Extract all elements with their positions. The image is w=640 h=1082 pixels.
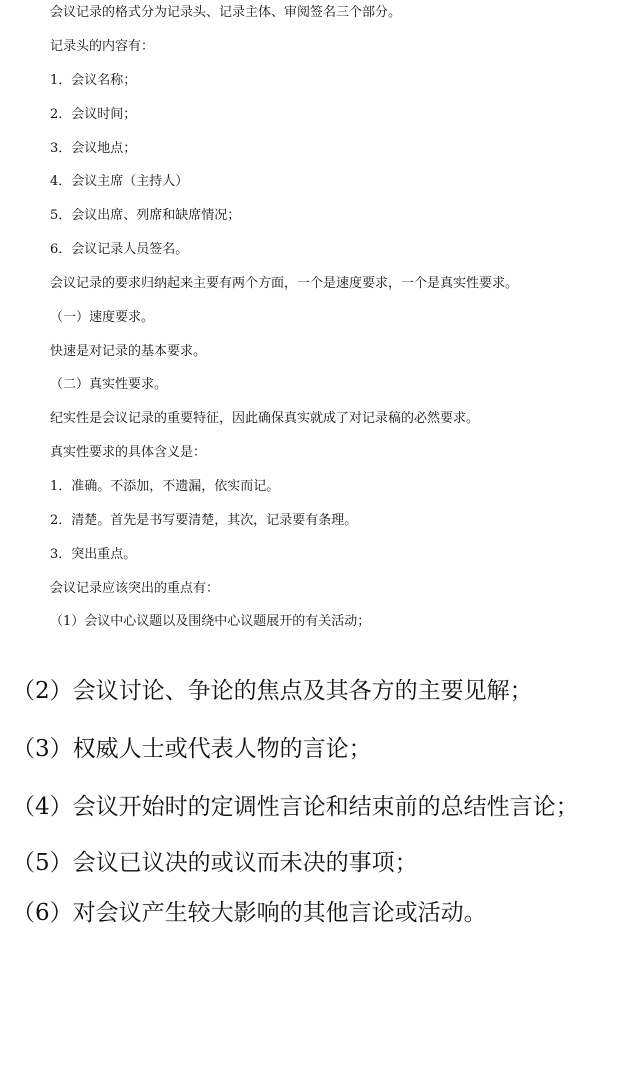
key-point-large: （6）对会议产生较大影响的其他言论或活动。 [12, 900, 487, 926]
list-item: 3．会议地点； [50, 141, 137, 156]
list-item: 3．突出重点。 [50, 547, 137, 562]
section-heading-truth: （二）真实性要求。 [50, 377, 168, 392]
list-item: 1．准确。不添加，不遗漏，依实而记。 [50, 479, 280, 494]
list-item: 5．会议出席、列席和缺席情况； [50, 208, 241, 223]
list-item: （1）会议中心议题以及围绕中心议题展开的有关活动； [50, 614, 371, 629]
key-point-large: （4）会议开始时的定调性言论和结束前的总结性言论； [12, 794, 579, 820]
section-heading-speed: （一）速度要求。 [50, 310, 155, 325]
list-item: 2．清楚。首先是书写要清楚，其次，记录要有条理。 [50, 513, 358, 528]
list-item: 6．会议记录人员签名。 [50, 242, 189, 257]
intro-format-line: 会议记录的格式分为记录头、记录主体、审阅签名三个部分。 [50, 5, 402, 20]
list-item: 2．会议时间； [50, 107, 137, 122]
list-item: 4．会议主席（主持人） [50, 174, 189, 189]
speed-requirement-text: 快速是对记录的基本要求。 [50, 344, 207, 359]
requirements-summary: 会议记录的要求归纳起来主要有两个方面，一个是速度要求，一个是真实性要求。 [50, 276, 519, 291]
key-point-large: （3）权威人士或代表人物的言论； [12, 736, 372, 762]
header-content-heading: 记录头的内容有： [50, 39, 155, 54]
list-item: 1．会议名称； [50, 73, 137, 88]
key-point-large: （2）会议讨论、争论的焦点及其各方的主要见解； [12, 678, 533, 704]
key-point-large: （5）会议已议决的或议而未决的事项； [12, 850, 418, 876]
key-points-heading: 会议记录应该突出的重点有： [50, 581, 220, 596]
truth-meaning-heading: 真实性要求的具体含义是： [50, 445, 207, 460]
truth-requirement-text: 纪实性是会议记录的重要特征，因此确保真实就成了对记录稿的必然要求。 [50, 411, 480, 426]
